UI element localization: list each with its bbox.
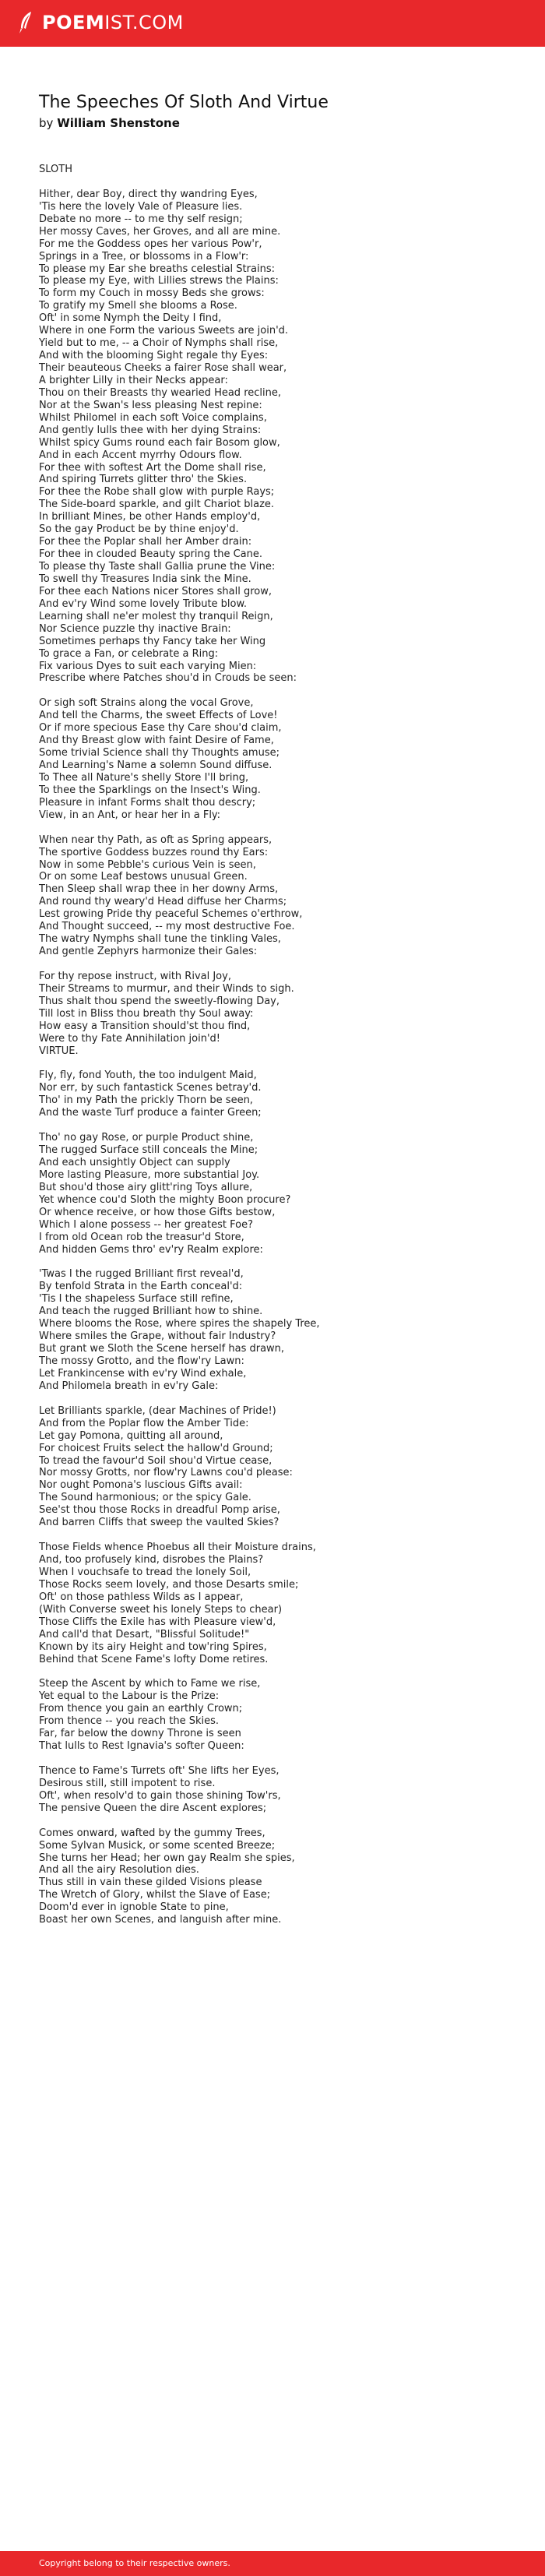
poem-line: To thee the Sparklings on the Insect's Wing. — [39, 784, 261, 796]
poem-line: Whilst Philomel in each soft Voice complains, — [39, 411, 267, 424]
poem-line: And ev'ry Wind some lovely Tribute blow. — [39, 597, 248, 610]
poem-line: And Learning's Name a solemn Sound diffuse. — [39, 759, 272, 771]
poem-line: Or whence receive, or how those Gifts bestow, — [39, 1206, 276, 1218]
poem-line — [39, 1665, 522, 1678]
poem-line: Tho' in my Path the prickly Thorn be seen, — [39, 1094, 253, 1107]
poem-line: And the waste Turf produce a fainter Green; — [39, 1107, 262, 1119]
poem-line: But shou'd those airy glitt'ring Toys allure, — [39, 1181, 253, 1193]
poem-line: Which I alone possess -- her greatest Foe? — [39, 1218, 253, 1231]
poem-line: Debate no more -- to me thy self resign; — [39, 213, 243, 225]
poem-line: By tenfold Strata in the Earth conceal'd: — [39, 1281, 243, 1293]
footer-bar — [0, 2551, 545, 2576]
poem-line: For thee with softest Art the Dome shall rise, — [39, 461, 266, 474]
author-link[interactable]: William Shenstone — [57, 116, 180, 130]
poem-line: But grant we Sloth the Scene herself has drawn, — [39, 1343, 285, 1355]
poem-line: Thence to Fame's Turrets oft' She lifts her Eyes, — [39, 1764, 280, 1777]
poem-line: Let Frankincense with ev'ry Wind exhale, — [39, 1367, 247, 1380]
quill-pen-icon — [17, 11, 36, 34]
poem-line: Their beauteous Cheeks a fairer Rose shall wear, — [39, 362, 287, 374]
poem-line: The sportive Goddess buzzes round thy Ears: — [39, 846, 269, 858]
poem-line: And gentle Zephyrs harmonize their Gales: — [39, 946, 258, 958]
poem-line: Nor at the Swan's less pleasing Nest repine: — [39, 399, 262, 411]
poem-line: And spiring Turrets glitter thro' the Skies. — [39, 474, 248, 486]
poem-line: Yet equal to the Labour is the Prize: — [39, 1690, 220, 1703]
poem-line: SLOTH — [39, 164, 72, 175]
poem-line: Behind that Scene Fame's lofty Dome retires. — [39, 1653, 269, 1665]
poem-line: Where blooms the Rose, where spires the shapely Tree, — [39, 1318, 320, 1330]
poem-line: To please my Eye, with Lillies strews the Plains: — [39, 275, 279, 287]
poem-line: Hither, dear Boy, direct thy wandring Eyes, — [39, 188, 258, 200]
poem-line: Lest growing Pride thy peaceful Schemes o'erthrow, — [39, 908, 303, 921]
poem-line: For thee each Nations nicer Stores shall grow, — [39, 585, 272, 597]
poem-line: Learning shall ne'er molest thy tranquil Reign, — [39, 610, 273, 622]
poem-line: For thee the Robe shall glow with purple Rays; — [39, 486, 275, 499]
poem-line: I from old Ocean rob the treasur'd Store, — [39, 1231, 244, 1243]
poem-line: To please thy Taste shall Gallia prune the Vine: — [39, 561, 276, 573]
poem-line: (With Converse sweet his lonely Steps to chear) — [39, 1603, 283, 1616]
poem-line: Thou on their Breasts thy wearied Head recline, — [39, 386, 281, 399]
poem-line: For me the Goddess opes her various Pow'r, — [39, 238, 262, 250]
poem-line — [39, 685, 522, 697]
poem-line: Thus shalt thou spend the sweetly-flowing Day, — [39, 995, 280, 1007]
poem-line: Known by its airy Height and tow'ring Spires, — [39, 1640, 267, 1653]
poem-line: Nor ought Pomona's luscious Gifts avail: — [39, 1479, 243, 1492]
poem-line: And round thy weary'd Head diffuse her Charms; — [39, 896, 287, 908]
poem-line: To please my Ear she breaths celestial Strains: — [39, 263, 275, 275]
poem-line: And tell the Charms, the sweet Effects of Love! — [39, 710, 278, 722]
poem-line: The rugged Surface still conceals the Mine; — [39, 1144, 258, 1157]
poem-line: To grace a Fan, or celebrate a Ring: — [39, 647, 219, 660]
poem-line: Or on some Leaf bestows unusual Green. — [39, 871, 248, 883]
poem-line: To gratify my Smell she blooms a Rose. — [39, 300, 237, 312]
poem-line: The watry Nymphs shall tune the tinkling Vales, — [39, 933, 281, 946]
poem-line: Springs in a Tree, or blossoms in a Flow'r: — [39, 250, 249, 263]
poem-line — [39, 958, 522, 971]
poem-line: 'Tis here the lovely Vale of Pleasure lies. — [39, 200, 243, 213]
poem-line: Those Fields whence Phoebus all their Moisture drains, — [39, 1542, 316, 1554]
poem-line: Fix various Dyes to suit each varying Mien: — [39, 660, 257, 672]
site-logo[interactable] — [17, 11, 184, 34]
poem-line: And thy Breast glow with faint Desire of Fame, — [39, 735, 274, 747]
poem-line: And call'd that Desart, "Blissful Solitude!" — [39, 1628, 250, 1640]
poem-line: And teach the rugged Brilliant how to shine. — [39, 1306, 263, 1318]
poem-line: Let gay Pomona, quitting all around, — [39, 1429, 223, 1442]
poem-line: The Side-board sparkle, and gilt Chariot blaze. — [39, 499, 275, 511]
poem-line: For thy repose instruct, with Rival Joy, — [39, 970, 231, 982]
poem-body — [39, 164, 522, 1926]
poem-line: And Philomela breath in ev'ry Gale: — [39, 1380, 219, 1392]
poem-line: From thence you gain an earthly Crown; — [39, 1703, 243, 1715]
poem-line: Fly, fly, fond Youth, the too indulgent Maid, — [39, 1070, 257, 1082]
poem-line: Far, far below the downy Throne is seen — [39, 1728, 241, 1740]
poem-line: A brighter Lilly in their Necks appear: — [39, 374, 228, 386]
poem-line: Oft' on those pathless Wilds as I appear, — [39, 1591, 244, 1603]
poem-line: Then Sleep shall wrap thee in her downy Arms, — [39, 883, 279, 896]
poem-line: Comes onward, wafted by the gummy Trees, — [39, 1827, 265, 1839]
poem-line — [39, 176, 522, 189]
poem-line: For choicest Fruits select the hallow'd Ground; — [39, 1442, 273, 1454]
poem-line: Nor Science puzzle thy inactive Brain: — [39, 622, 231, 635]
poem-line: Doom'd ever in ignoble State to pine, — [39, 1901, 229, 1914]
poem-line: To form my Couch in mossy Beds she grows: — [39, 287, 265, 300]
poem-line: And all the airy Resolution dies. — [39, 1864, 199, 1876]
poem-line: Now in some Pebble's curious Vein is seen, — [39, 858, 256, 871]
poem-line: The Sound harmonious; or the spicy Gale. — [39, 1492, 251, 1504]
poem-line: For thee the Poplar shall her Amber drain: — [39, 536, 252, 548]
poem-line: Whilst spicy Gums round each fair Bosom glow, — [39, 436, 280, 449]
poem-line: Yield but to me, -- a Choir of Nymphs shall rise, — [39, 337, 279, 350]
byline — [39, 115, 180, 131]
poem-line: Let Brilliants sparkle, (dear Machines of Pride!) — [39, 1404, 276, 1417]
poem-line: Oft' in some Nymph the Deity I find, — [39, 312, 222, 325]
poem-line: Yet whence cou'd Sloth the mighty Boon procure? — [39, 1193, 291, 1206]
poem-line: And with the blooming Sight regale thy Eyes: — [39, 350, 269, 362]
poem-line: To tread the favour'd Soil shou'd Virtue cease, — [39, 1454, 272, 1467]
poem-line: Oft', when resolv'd to gain those shining Tow'rs, — [39, 1789, 281, 1802]
poem-line: Her mossy Caves, her Groves, and all are mine. — [39, 225, 281, 238]
poem-line: Till lost in Bliss thou breath thy Soul away: — [39, 1007, 254, 1020]
poem-line: So the gay Product be by thine enjoy'd. — [39, 523, 239, 536]
poem-line: And, too profusely kind, disrobes the Plains? — [39, 1554, 264, 1566]
poem-line: Boast her own Scenes, and languish after mine. — [39, 1914, 282, 1926]
poem-line: The Wretch of Glory, whilst the Slave of Ease; — [39, 1889, 271, 1901]
poem-line: When near thy Path, as oft as Spring appears, — [39, 833, 272, 846]
poem-line: Or if more specious Ease thy Care shou'd claim, — [39, 722, 282, 735]
poem-line — [39, 1393, 522, 1405]
copyright-notice: Copyright belong to their respective owners. — [39, 2558, 230, 2568]
poem-line: And from the Poplar flow the Amber Tide: — [39, 1417, 249, 1429]
poem-line: Those Rocks seem lovely, and those Desarts smile; — [39, 1578, 299, 1591]
poem-line — [39, 1058, 522, 1070]
poem-line: Thus still in vain these gilded Visions please — [39, 1876, 262, 1889]
poem-line: For thee in clouded Beauty spring the Cane. — [39, 548, 263, 561]
poem-line: See'st thou those Rocks in dreadful Pomp arise, — [39, 1504, 280, 1517]
poem-line: Pleasure in infant Forms shalt thou descry; — [39, 796, 256, 809]
poem-line: In brilliant Mines, be other Hands employ'd, — [39, 511, 261, 523]
poem-line — [39, 1256, 522, 1269]
poem-line: From thence -- you reach the Skies. — [39, 1715, 220, 1728]
poem-line: Prescribe where Patches shou'd in Crouds be seen: — [39, 672, 297, 685]
poem-line: Desirous still, still impotent to rise. — [39, 1777, 216, 1789]
poem-line: The mossy Grotto, and the flow'ry Lawn: — [39, 1355, 244, 1367]
poem-line: To Thee all Nature's shelly Store I'll bring, — [39, 771, 249, 784]
poem-line: And hidden Gems thro' ev'ry Realm explore: — [39, 1243, 263, 1256]
poem-line: Some trivial Science shall thy Thoughts amuse; — [39, 747, 280, 759]
poem-line: And Thought succeed, -- my most destructive Foe. — [39, 921, 295, 933]
poem-line: Where smiles the Grape, without fair Industry? — [39, 1330, 276, 1343]
poem-line: Some Sylvan Musick, or some scented Breeze; — [39, 1839, 276, 1852]
poem-line: VIRTUE. — [39, 1045, 79, 1057]
poem-line: And barren Cliffs that sweep the vaulted Skies? — [39, 1517, 280, 1529]
poem-line: To swell thy Treasures India sink the Mine. — [39, 573, 251, 585]
poem-line — [39, 1753, 522, 1765]
poem-line: Nor mossy Grotts, nor flow'ry Lawns cou'd please: — [39, 1467, 293, 1479]
poem-line — [39, 1529, 522, 1542]
poem-line: Where in one Form the various Sweets are join'd. — [39, 325, 289, 337]
by-label: by — [39, 116, 54, 130]
poem-line: The pensive Queen the dire Ascent explores; — [39, 1802, 267, 1814]
poem-line: 'Tis I the shapeless Surface still refine, — [39, 1293, 234, 1306]
poem-line: Tho' no gay Rose, or purple Product shine, — [39, 1132, 254, 1144]
poem-line: And gently lulls thee with her dying Strains: — [39, 424, 262, 436]
logo-text-bold: POEM — [42, 12, 105, 33]
poem-line: And each unsightly Object can supply — [39, 1157, 230, 1168]
poem-line: Were to thy Fate Annihilation join'd! — [39, 1032, 221, 1045]
top-bar — [0, 0, 545, 47]
poem-line: She turns her Head; her own gay Realm she spies, — [39, 1852, 295, 1864]
poem-line: Or sigh soft Strains along the vocal Grove, — [39, 697, 254, 710]
poem-line: Nor err, by such fantastick Scenes betray'd. — [39, 1082, 262, 1094]
logo-text-light: IST.COM — [104, 12, 184, 33]
poem-line: And in each Accent myrrhy Odours flow. — [39, 449, 242, 461]
poem-line: More lasting Pleasure, more substantial Joy. — [39, 1168, 260, 1181]
poem-title: The Speeches Of Sloth And Virtue — [39, 93, 329, 112]
poem-line — [39, 1119, 522, 1132]
poem-line: Those Cliffs the Exile has with Pleasure view'd, — [39, 1616, 276, 1628]
poem-line: Sometimes perhaps thy Fancy take her Wing — [39, 635, 266, 647]
poem-line — [39, 1815, 522, 1827]
poem-line: Steep the Ascent by which to Fame we rise, — [39, 1678, 261, 1690]
poem-line: Their Streams to murmur, and their Winds to sigh. — [39, 982, 294, 995]
poem-line — [39, 822, 522, 834]
poem-line: When I vouchsafe to tread the lonely Soil, — [39, 1566, 251, 1578]
poem-line: How easy a Transition should'st thou find, — [39, 1020, 251, 1032]
poem-line: That lulls to Rest Ignavia's softer Queen: — [39, 1740, 244, 1753]
poem-line: 'Twas I the rugged Brilliant first reveal'd, — [39, 1268, 244, 1281]
poem-line: View, in an Ant, or hear her in a Fly: — [39, 809, 221, 821]
